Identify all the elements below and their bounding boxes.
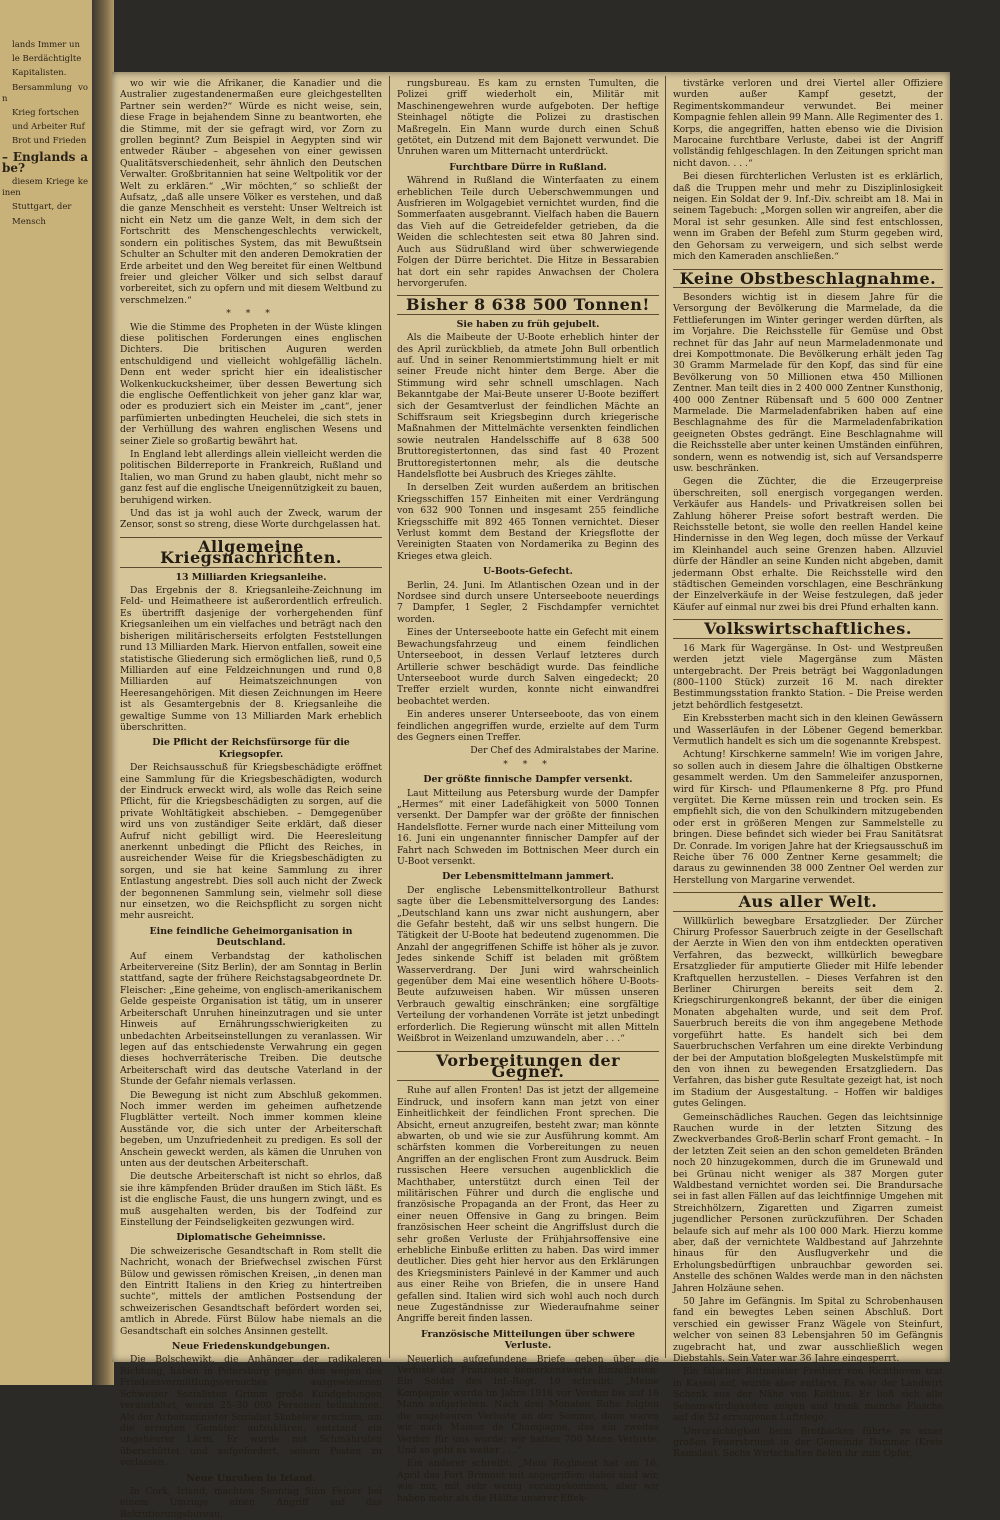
prev-fragment: diesem Kriege keinen [2, 177, 88, 199]
separator: * * * [503, 758, 553, 770]
prev-fragment: Bersammlung von [2, 82, 88, 104]
prev-fragment: Stuttgart, der [12, 202, 72, 213]
paragraph: tivstärke verloren und drei Viertel aller Offiziere wurden außer Kampf gesetzt, der Regimentskommandeur verwundet. Bei meiner Kompagnie fehlen allein 99 Mann. Alle Regimenter des 1. Korps, die angegriffen, hatten ebenso wie die Division Marocaine furchtbare Verluste, dabei ist der Angriff vollständig fehlgeschlagen. In den Zeitungen spricht man nicht davon. . . .“ [673, 78, 943, 169]
subheading: Die Pflicht der Reichsfürsorge für die Kriegsopfer. [152, 737, 350, 760]
paragraph: Ein anderer schreibt: „Mein Regiment hat am 16. April das Fort Brimont mit angegriffen; dabei sind wir, wie mir, mit sehr wenig vorangekommen, aber wir haben mehr als die Hälfte unserer Effek- [397, 1458, 659, 1504]
paragraph: Bei diesen fürchterlichen Verlusten ist es erklärlich, daß die Truppen mehr und mehr zu Disziplinlosigkeit neigen. Ein Soldat der 9. Inf.-Div. schreibt am 18. Mai in seinem Tagebuch: „Morgen sollen wir angreifen, aber die Moral ist sehr gesunken. Alle sind fest entschlossen, wenn im Graben der Befehl zum Sturm gegeben wird, den Gehorsam zu verweigern, und sich selbst werde mich den Kameraden anschließen.“ [673, 171, 943, 263]
paragraph: Ein falscher Rittmeister Freiherr von Richthoven trat in Kassel auf, wurde aber entlarvt. Es war der Landwirt Schenk aus der Nähe von Kottbus. Er ließ sich alle Sehenswürdigkeiten zeigen und trank manche Flasche auf die 52 errungenen Luftsiege. [673, 1366, 943, 1424]
paragraph: Ein Krebssterben macht sich in den kleinen Gewässern und Wasserläufen in der Löbener Gegend bemerkbar. Vermutlich handelt es sich um die sogenannte Krebspest. [673, 713, 943, 747]
subheading: Neue Unruhen in Irland. [186, 1472, 316, 1484]
paragraph: Neuerlich aufgefundene Briefe geben über die Verluste der Franzosen bemerkenswerte Einzelheiten: Ein Soldat des Inf.-Regt. 10 schreibt: „Meine Kompagnie wurde im Jahre 1916 vor Verdun bis auf 16 Mann aufgerieben. Nach drei Monaten Ruhe folgten die ungeheuren Verluste an der Somme, dann waren wir nach Maison de Champagne, das ein zweites Verdun für uns wurde; wir hatten 700 Mann Verluste. Und so geht es weiter . . .“ [397, 1353, 659, 1456]
subheading: Furchtbare Dürre in Rußland. [449, 161, 607, 173]
paragraph: Ein anderes unserer Unterseeboote, das von einem feindlichen angegriffen wurde, erzielte auf dem Turm des Gegners einen Treffer. [397, 709, 659, 743]
column-1 [120, 78, 382, 1520]
paragraph: Willkürlich bewegbare Ersatzglieder. Der Zürcher Chirurg Professor Sauerbruch zeigte in der Gesellschaft der Aerzte in Wien den von ihm entdeckten operativen Verfahren, das bezweckt, willkürlich bewegbare Ersatzglieder für amputierte Glieder mit Hilfe lebender Kraftquellen herzustellen. – Dieses Verfahren ist den Berliner Chirurgen bereits seit dem 2. Kriegschirurgenkongreß bekannt, der über die einigen Monaten abgehalten wurde, und seit dem Prof. Sauerbruch bereits die von ihm angegebene Methode vorgeführt hatte. Es handelt sich bei dem Sauerbruchschen Verfahren um eine direkte Verbindung der bei der Amputation bloßgelegten Muskelstümpfe mit den von ihnen zu bewegenden Ersatzgliedern. Das Verfahren, das bisher gute Resultate gezeigt hat, ist noch im Stadium der Ausgestaltung. – Hoffen wir baldiges gutes Gelingen. [673, 915, 943, 1110]
previous-page-edge [0, 0, 95, 1385]
paragraph: Auf einem Verbandstag der katholischen Arbeitervereine (Sitz Berlin), der am Sonntag in Berlin stattfand, sagte der frühere Reichstagsabgeordnete Dr. Fleischer: „Eine geheime, von englisch-amerikanischem Gelde gespeiste Organisation ist tätig, um in unserer Arbeiterschaft Unruhen hineinzutragen und sie unter Hinweis auf Ernährungsschwierigkeiten zu unbedachten Arbeitseinstellungen zu veranlassen. Wir legen auf das entschiedenste Verwahrung ein gegen dieses hochverräterische Treiben. Die deutsche Arbeiterschaft wird das deutsche Vaterland in der Stunde der Gefahr niemals verlassen. [120, 950, 382, 1088]
paragraph: Die Bewegung ist nicht zum Abschluß gekommen. Noch immer werden im geheimen aufhetzende Flugblätter verteilt. Noch immer kommen kleine Ausstände vor, die sich unter der Arbeiterschaft begeben, um Unzufriedenheit zu predigen. Es soll der Anschein geweckt werden, als kämen die Unruhen von unten aus der deutschen Arbeiterschaft. [120, 1089, 382, 1169]
paragraph: In England lebt allerdings allein vielleicht werden die politischen Bilderreporte in Frankreich, Rußland und Italien, wo man Grund zu haben glaubt, nicht mehr so ganz fest auf die englische Uneigennützigkeit zu bauen, beruhigend wirken. [120, 449, 382, 506]
prev-headline: – Englands abe? [2, 149, 88, 175]
paragraph: Die schweizerische Gesandtschaft in Rom stellt die Nachricht, wonach der Briefwechsel zwischen Fürst Bülow und gewissen römischen Kreisen, „in denen man den Eintritt Italiens in den Krieg zu hintertreiben suchte“, mittels der amtlichen Postsendung der schweizerischen Gesandtschaft befördert worden sei, amtlich in Abrede. Fürst Bülow habe niemals an die Gesandtschaft ein solches Ansinnen gestellt. [120, 1245, 382, 1337]
paragraph: Laut Mitteilung aus Petersburg wurde der Dampfer „Hermes“ mit einer Ladefähigkeit von 5000 Tonnen versenkt. Der Dampfer war der größte der finnischen Handelsflotte. Ferner wurde nach einer Mitteilung vom 16. Juni ein ungenannter finnischer Dampfer auf der Fahrt nach Schweden im Bottnischen Meer durch ein U-Boot versenkt. [397, 787, 659, 867]
section-heading: Aus aller Welt. [673, 892, 943, 911]
column-3 [673, 78, 943, 1460]
paragraph: wo wir wie die Afrikaner, die Kanadier und die Australier zugestandenermaßen eure gleichgestellten Partner sein werden?“ Würde es nicht weise, sein, diese Frage in bejahendem Sinne zu beantworten, ehe die Stimme, mit der sie gefragt wird, vor Zorn zu grollen beginnt? Zum Beispiel in Aegypten sind wir entweder Räuber – abgesehen von einer gewissen Qualitätsverschiedenheit, sehr ähnlich den Deutschen Verwalter. Großbritannien hat seine Weltpolitik vor der Welt zu erklären.“ „Wir möchten,“ so schließt der Aufsatz, „daß alle unsere Völker es verstehen, und daß die ganze Menschheit es versteht: Unser Weltreich ist nicht ein Netz um die ganze Welt, in dem sich der Fortschritt des Menschengeschlechts verwickelt, sondern ein politisches System, das mit Bewußtsein Schulter an Schulter mit den anderen Demokratien der Erde arbeitet und den Weg bereitet für einen Weltbund freier und gleicher Völker und sich selbst darauf vorbereitet, sich zu opfern und mit diesem Weltbund zu verschmelzen.“ [120, 78, 382, 306]
section-heading: Keine Obstbeschlagnahme. [673, 269, 943, 288]
paragraph: Gemeinschädliches Rauchen. Gegen das leichtsinnige Rauchen wurde in der letzten Sitzung des Zweckverbandes Groß-Berlin scharf Front gemacht. – In der letzten Zeit seien an den schon gemeldeten Bränden noch 20 hinzugekommen, durch die im Grunewald und bei Grünau nicht weniger als 387 Morgen guter Waldbestand vernichtet worden sei. Die Brandursache sei in fast allen Fällen auf das leichtfinnige Umgehen mit Streichhölzern, Zigaretten und Zigarren zumeist jugendlicher Personen zurückzuführen. Der Schaden belaufe sich auf mehr als 100 000 Mark. Hierzu komme aber, daß der vernichtete Waldbestand auf Jahrzehnte hinaus für den Ausflugverkehr und die Erholungsbedürftigen unbrauchbar geworden sei. Anstelle des schönen Waldes werde man in den nächsten Jahren Holzäune sehen. [673, 1111, 943, 1294]
section-heading: Allgemeine Kriegsnachrichten. [120, 537, 382, 568]
prev-fragment: Mensch [12, 216, 46, 227]
section-heading: Volkswirtschaftliches. [673, 619, 943, 638]
column-rule [389, 76, 390, 1358]
prev-fragment: lands Immer un [12, 40, 80, 50]
prev-fragment: Krieg fortschen [12, 108, 80, 119]
paragraph: 16 Mark für Wagergänse. In Ost- und Westpreußen werden jetzt viele Magergänse zum Mästen untergebracht. Der Preis beträgt bei Waggonladungen (800–1100 Stück) zurzeit 16 M. nach direkter Bestimmungsstation frankto Station. – Die Preise werden jetzt behördlich festgesetzt. [673, 642, 943, 711]
prev-fragment: Brot und Frieden [12, 136, 87, 147]
prev-fragment: und Arbeiter Ruf [12, 122, 85, 133]
paragraph: Eines der Unterseeboote hatte ein Gefecht mit einem Bewachungsfahrzeug und einem feindlichen Unterseeboot, in dessen Verlauf letzteres durch Artillerie schwer beschädigt wurde. Das feindliche Unterseeboot wurde durch Salven eingedeckt; 20 Treffer erzielt wurden, konnte nicht einwandfrei beobachtet werden. [397, 627, 659, 707]
subheading: Diplomatische Geheimnisse. [176, 1232, 326, 1244]
paragraph: Das Ergebnis der 8. Kriegsanleihe-Zeichnung im Feld- und Heimatheere ist außerordentlich erfreulich. Es übertrifft dasjenige der vorhergehenden fünf Kriegsanleihen um ein vielfaches und beträgt nach den bisherigen militärischerseits erfolgten Feststellungen rund 13 Milliarden Mark. Hiervon entfallen, soweit eine statistische Gliederung sich ermöglichen ließ, rund 0,5 Milliarden auf eine Feldzeichnungen und rund 0,8 Milliarden auf Heimatszeichnungen von Heeresangehörigen. Mit diesen Zeichnungen im Heere ist als Gesamtergebnis der 8. Kriegsanleihe die gewaltige Summe von 13 Milliarden Mark erheblich überschritten. [120, 585, 382, 733]
subheading: Neue Friedenskundgebungen. [171, 1341, 331, 1353]
paragraph: Als die Maibeute der U-Boote erheblich hinter der des April zurückblieb, da atmete John Bull orbentlich auf. Und in seiner Renommiertstimmung hielt er mit seiner Freude nicht hinter dem Berge. Aber die Stimmung wird sehr schnell umschlagen. Nach Bekanntgabe der Mai-Beute unserer U-Boote beziffert sich der Gesamtverlust der feindlichen Mächte an Schiffsraum seit Kriegsbeginn durch kriegerische Maßnahmen der Mittelmächte versenkten feindlichen sowie neutralen Handelsschiffe auf 8 638 500 Bruttoregistertonnen, das sind fast 40 Prozent Bruttoregistertonnen mehr, als die deutsche Handelsflotte bei Ausbruch des Krieges zählte. [397, 332, 659, 480]
separator: * * * [226, 308, 276, 320]
paragraph: Achtung! Kirschkerne sammeln! Wie im vorigen Jahre, so sollen auch in diesem Jahre die ölhaltigen Obstkerne gesammelt werden. Um den Sammeleifer anzuspornen, wird für Kirsch- und Pflaumenkerne 8 Pfg. pro Pfund vergütet. Die Kerne müssen rein und trocken sein. Es empfiehlt sich, die von den Schulkindern mitzugebenden oder erst in größeren Mengen zur Sammelstelle zu bringen. Diese befindet sich wieder bei Frau Sanitätsrat Dr. Conrade. Im vorigen Jahre hat der Kriegsausschuß im Reiche über 76 000 Zentner Kerne gesammelt; die daraus zu gewinnenden 38 000 Zentner Oel werden zur Herstellung von Margarine verwendet. [673, 749, 943, 886]
prev-fragment: le Berdächtiglte [12, 54, 82, 65]
paragraph: Der Reichsausschuß für Kriegsbeschädigte eröffnet eine Sammlung für die Kriegsbeschädigten, wodurch der Eindruck erweckt wird, als wolle das Reich seine Pflicht, für die Kriegsbeschädigten zu sorgen, auf die private Wohltätigkeit abschieben. – Demgegenüber wird uns von zuständiger Seite erklärt, daß dieser Aufruf nicht gebilligt wird. Die Heeresleitung anerkennt unbedingt die Pflicht des Reiches, in ausreichender Weise für die Kriegsbeschädigten zu sorgen, und sie hat keine Sammlung zu ihrer Entlastung angestrebt. Dies soll auch nicht der Zweck der begonnenen Sammlung sein, vielmehr soll diese nur einsetzen, wo die Reichspflicht zu sorgen nicht mehr ausreicht. [120, 762, 382, 922]
subheading: Der größte finnische Dampfer versenkt. [423, 774, 633, 786]
paragraph: In derselben Zeit wurden außerdem an britischen Kriegsschiffen 157 Einheiten mit einer Verdrängung von 632 900 Tonnen und insgesamt 255 feindliche Kriegsschiffe mit 892 465 Tonnen vernichtet. Dieser Verlust kommt dem Bestand der Kriegsflotte der Vereinigten Staaten von Nordamerika zu Beginn des Krieges etwa gleich. [397, 482, 659, 562]
newspaper-page [112, 72, 950, 1520]
column-rule [665, 76, 666, 1358]
section-heading: Bisher 8 638 500 Tonnen! [397, 295, 659, 314]
paragraph: 50 Jahre im Gefängnis. Im Spital zu Schrobenhausen fand ein bewegtes Leben seinen Abschluß. Dort verschied ein gewisser Franz Wägele von Steinfurt, welcher von seinen 83 Lebensjahren 50 im Gefängnis zugebracht hat, und zwar ausschließlich wegen Diebstahls. Sein Vater war 36 Jahre eingesperrt. [673, 1296, 943, 1365]
subheading: Der Lebensmittelmann jammert. [442, 871, 614, 883]
subheading: Eine feindliche Geheimorganisation in Deutschland. [149, 925, 353, 949]
paragraph: In Cork, Irland, machten Sonntag Sinn Feiner bei einem Umzuge einen Angriff auf das Rekrutierungsbureau. [120, 1485, 382, 1520]
paragraph: Ruhe auf allen Fronten! Das ist jetzt der allgemeine Eindruck, und insofern kann man jetzt von einer Einheitlichkeit der feindlichen Front sprechen. Die Absicht, erneut anzugreifen, besteht zwar; man könnte abwarten, ob und wie sie zur Ausführung kommt. Am schärfsten kommen die Vorbereitungen zu neuen Angriffen an der englischen Front zum Ausdruck. Beim russischen Heere versuchen augenblicklich die Machthaber, unterstützt durch einen Teil der militärischen Führer und durch die englische und französische Propaganda an der Front, das Heer zu einer neuen Offensive in Gang zu bringen. Beim französischen Heer scheint die Angriffslust durch die sehr großen Verluste der Frühjahrsoffensive eine erhebliche Einbuße erlitten zu haben. Das wird immer deutlicher. Dies geht hier hervor aus den Erklärungen des Kriegsministers Painlevé in der Kammer und auch aus einer Reihe von Briefen, die in unsere Hand gefallen sind. Italien wird sich wohl auch noch durch neue Zugeständnisse zur Wiederaufnahme seiner Angriffe bereit finden lassen. [397, 1085, 659, 1325]
paragraph: Berlin, 24. Juni. Im Atlantischen Ozean und in der Nordsee sind durch unsere Unterseeboote neuerdings 7 Dampfer, 1 Segler, 2 Fischdampfer vernichtet worden. [397, 579, 659, 625]
paragraph: Während in Rußland die Winterfaaten zu einem erheblichen Teile durch Ueberschwemmungen und Ausfrieren im Wolgagebiet vernichtet wurden, find die Sommerfaaten ausgebrannt. Vielfach haben die Bauern das Vieh auf die Getreidefelder getrieben, da die Weiden die schlechtesten seit etwa 80 Jahren sind. Auch aus Südrußland wird über schwerwiegende Folgen der Dürre berichtet. Die Hitze in Bessarabien hat dort ein sehr rapides Anwachsen der Cholera hervorgerufen. [397, 175, 659, 289]
column-2 [397, 78, 659, 1504]
paragraph: Besonders wichtig ist in diesem Jahre für die Versorgung der Bevölkerung die Marmelade, da die Fettlieferungen im Winter geringer werden dürften, als im Vorjahre. Die Reichsstelle für Gemüse und Obst rechnet für das Jahr auf neun Marmeladenmonate und drei Kompottmonate. Die Bevölkerung erhält jeden Tag 30 Gramm Marmelade für den Kopf, das sind für eine Bevölkerung von 50 Millionen etwa 450 Millionen Zentner. Man teilt dies in 2 400 000 Zentner Kunsthonig, 400 000 Zentner Rübensaft und 5 600 000 Zentner Marmelade. Die Marmeladenfabriken haben auf eine Beschlagnahme des für die Marmeladenfabrikation geeigneten Obstes gedrängt. Eine Beschlagnahme will die Reichsstelle aber unter keinen Umständen einführen, sondern, wenn es notwendig ist, sich auf Versandsperre usw. beschränken. [673, 291, 943, 474]
paragraph: Die Bolschewikt, die Anhänger der radikaleren Richtung, haben in Petersburg gegen den wegen des Friedensvermittlungsversuches ausgewiesenen Schweizer Sozialisten Grimm große Kundgebungen veranstaltet, woran 25–30 000 Personen teilnahmen. Als der Arbeitsminister Sozialist Skobelew erschien, um die erregten Gemüter aufzuklären, entstand ein ungeheurer Lärm. Er wurde mit Schmährufen überschüttet und aufgefordert, seinen Posten zu verlassen. [120, 1354, 382, 1469]
paragraph: rungsbureau. Es kam zu ernsten Tumulten, die Polizei griff wiederholt ein, Militär mit Maschinengewehren wurde aufgeboten. Der heftige Steinhagel nötigte die Polizei zu drastischen Maßregeln. Ein Mann wurde durch einen Schuß getötet, ein Dutzend mit dem Bajonett verwundet. Die Unruhen waren um Mitternacht unterdrückt. [397, 78, 659, 158]
paragraph: Gegen die Züchter, die die Erzeugerpreise überschreiten, soll energisch vorgegangen werden. Verkäufer aus Handels- und Privatkreisen sollen bei Zahlung höherer Preise sofort bestraft werden. Die Reichsstelle betont, sie wolle den reellen Handel keine Hindernisse in den Weg legen, doch müsse der Verkauf im Kleinhandel auch seine Grenzen haben. Allzuviel dürfe der Händler an seine Kunden nicht abgeben, damit jedermann Obst erhalte. Die Reichsstelle wird den städtischen Gemeinden vorschlagen, eine Beschränkung der Einzelverkäufe in der Weise festzulegen, daß jeder Käufer auf einmal nur zwei bis drei Pfund erhalten kann. [673, 476, 943, 613]
previous-page-column [2, 40, 88, 231]
paragraph: Der englische Lebensmittelkontrolleur Bathurst sagte über die Lebensmittelversorgung des Landes: „Deutschland kann uns zwar nicht aushungern, aber die Gefahr besteht, daß wir uns selbst hungern. Die Tätigkeit der U-Boote hat bedeutend zugenommen. Die Anzahl der angegriffenen Schiffe ist höher als je zuvor. Jedes sinkende Schiff ist beladen mit größtem Wasserverdrang. Der Juni wird wahrscheinlich gegenüber dem Mai eine wesentlich höhere U-Boots-Beute aufzuweisen haben. Wir müssen unseren Verbrauch gewaltig einschränken; eine sorgfältige Verteilung der vorhandenen Vorräte ist jetzt unbedingt erforderlich. Die Regierung wünscht mit allen Mitteln Weißbrot in Weizenland umzuwandeln, aber . . .“ [397, 884, 659, 1045]
book-gutter [92, 0, 114, 1385]
paragraph: Wie die Stimme des Propheten in der Wüste klingen diese politischen Forderungen eines englischen Dichters. Die britischen Auguren werden entschuldigend und vielleicht wohlgefällig lächeln. Denn ent weder spricht hier ein idealistischer Wolkenkuckucksheimer, über dessen Bewertung sich die englische Oeffentlichkeit von jeher ganz klar war, oder es produziert sich ein Meister im „cant“, jener parfümierten unbedingten Heuchelei, die sich stets in der Verhüllung des wahren englischen Wesens und seiner Ziele so großartig bewährt hat. [120, 321, 382, 447]
paragraph: Und das ist ja wohl auch der Zweck, warum der Zensor, sonst so streng, diese Worte durchgelassen hat. [120, 508, 382, 531]
paragraph: Unvorsichtigkeit beim Brotbacken führte zu einer großen Feuersbrunst in der Gemeinde Dammer (Kreis Ramslau). Sechs Wirtschaften fielen ihr zum Opfer, [673, 1425, 943, 1460]
paragraph: Die deutsche Arbeiterschaft ist nicht so ehrlos, daß sie ihre kämpfenden Brüder draußen im Stich läßt. Es ist die englische Faust, die uns hungern zwingt, und es muß ausgehalten werden, bis der Todfeind zur Einstellung der Feindseligkeiten gezwungen wird. [120, 1171, 382, 1228]
subheading: Sie haben zu früh gejubelt. [456, 318, 600, 330]
subheading: 13 Milliarden Kriegsanleihe. [175, 571, 327, 583]
prev-fragment: Kapitalisten. [12, 68, 67, 79]
subheading: U-Boots-Gefecht. [483, 566, 573, 578]
section-heading: Vorbereitungen der Gegner. [397, 1051, 659, 1082]
signature: Der Chef des Admiralstabes der Marine. [470, 745, 659, 757]
subheading: Französische Mitteilungen über schwere Verluste. [421, 1328, 635, 1352]
